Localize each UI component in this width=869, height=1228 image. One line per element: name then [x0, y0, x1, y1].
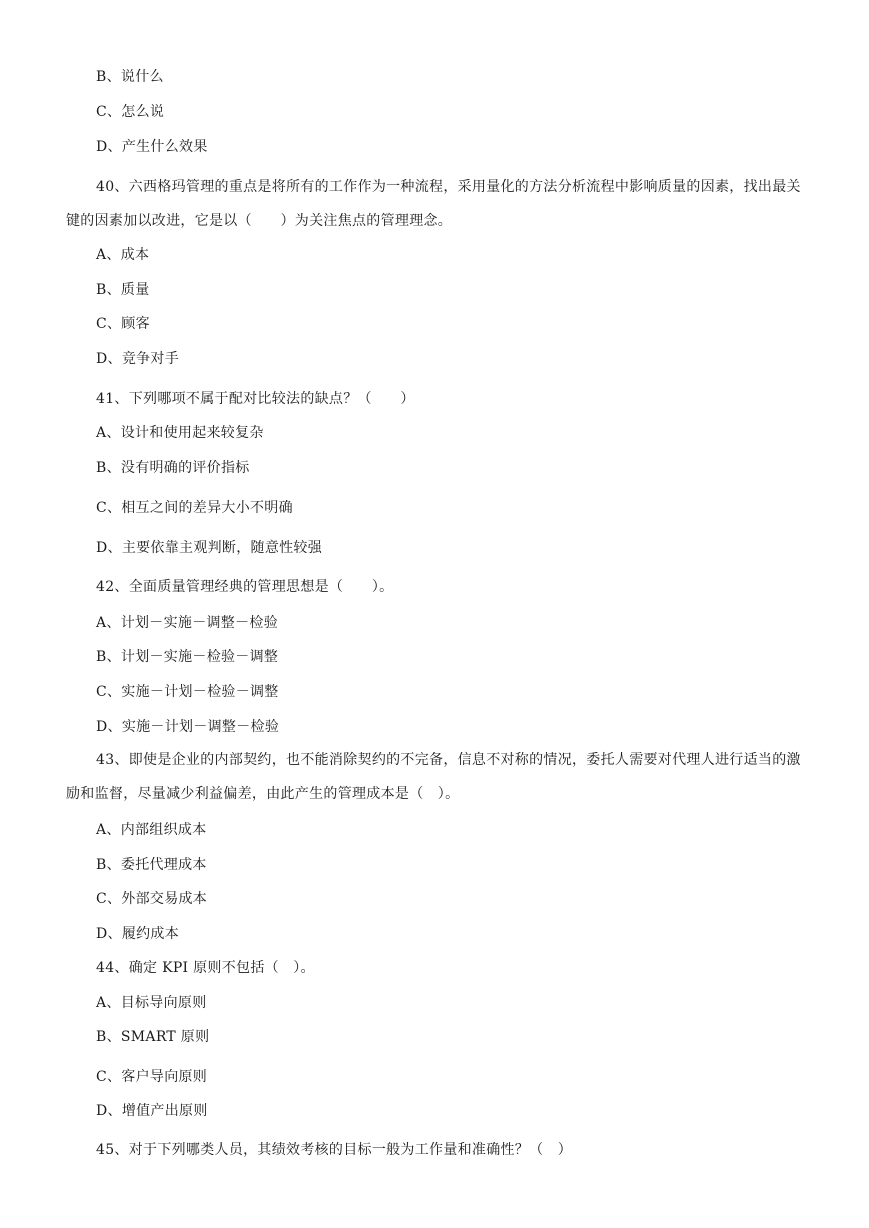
option-q42-a: A、计划－实施－调整－检验: [96, 615, 279, 631]
option-q41-a: A、设计和使用起来较复杂: [96, 425, 264, 441]
option-q44-d: D、增值产出原则: [96, 1103, 208, 1119]
option-q43-b: B、委托代理成本: [96, 857, 207, 873]
option-q43-a: A、内部组织成本: [96, 822, 207, 838]
question-45-stem: 45、对于下列哪类人员，其绩效考核的目标一般为工作量和准确性？（ ）: [96, 1142, 573, 1158]
option-q39-b: B、说什么: [96, 69, 164, 85]
option-q40-a: A、成本: [96, 247, 150, 263]
option-q41-c: C、相互之间的差异大小不明确: [96, 500, 293, 516]
question-43-stem: 43、即使是企业的内部契约，也不能消除契约的不完备，信息不对称的情况，委托人需要对代理人进行适当的激励和监督，尽量减少利益偏差，由此产生的管理成本是（ ）。: [66, 752, 801, 802]
option-q44-c: C、客户导向原则: [96, 1069, 208, 1085]
option-q42-c: C、实施－计划－检验－调整: [96, 684, 279, 700]
question-44-stem: 44、确定 KPI 原则不包括（ ）。: [96, 960, 315, 976]
option-q44-a: A、目标导向原则: [96, 995, 207, 1011]
option-q40-c: C、顾客: [96, 316, 150, 332]
question-40-stem: 40、六西格玛管理的重点是将所有的工作作为一种流程，采用量化的方法分析流程中影响质量的因素，找出最关键的因素加以改进，它是以（ ）为关注焦点的管理理念。: [66, 179, 801, 229]
option-q41-d: D、主要依靠主观判断，随意性较强: [96, 540, 323, 556]
option-q39-d: D、产生什么效果: [96, 139, 208, 155]
option-q43-d: D、履约成本: [96, 926, 180, 942]
option-q43-c: C、外部交易成本: [96, 891, 208, 907]
option-q44-b: B、SMART 原则: [96, 1029, 210, 1045]
option-q42-b: B、计划－实施－检验－调整: [96, 649, 279, 665]
option-q41-b: B、没有明确的评价指标: [96, 460, 250, 476]
question-41-stem: 41、下列哪项不属于配对比较法的缺点？（ ）: [96, 391, 415, 407]
option-q40-d: D、竞争对手: [96, 351, 180, 367]
option-q40-b: B、质量: [96, 282, 150, 298]
option-q42-d: D、实施－计划－调整－检验: [96, 719, 280, 735]
option-q39-c: C、怎么说: [96, 104, 165, 120]
question-42-stem: 42、全面质量管理经典的管理思想是（ ）。: [96, 579, 394, 595]
